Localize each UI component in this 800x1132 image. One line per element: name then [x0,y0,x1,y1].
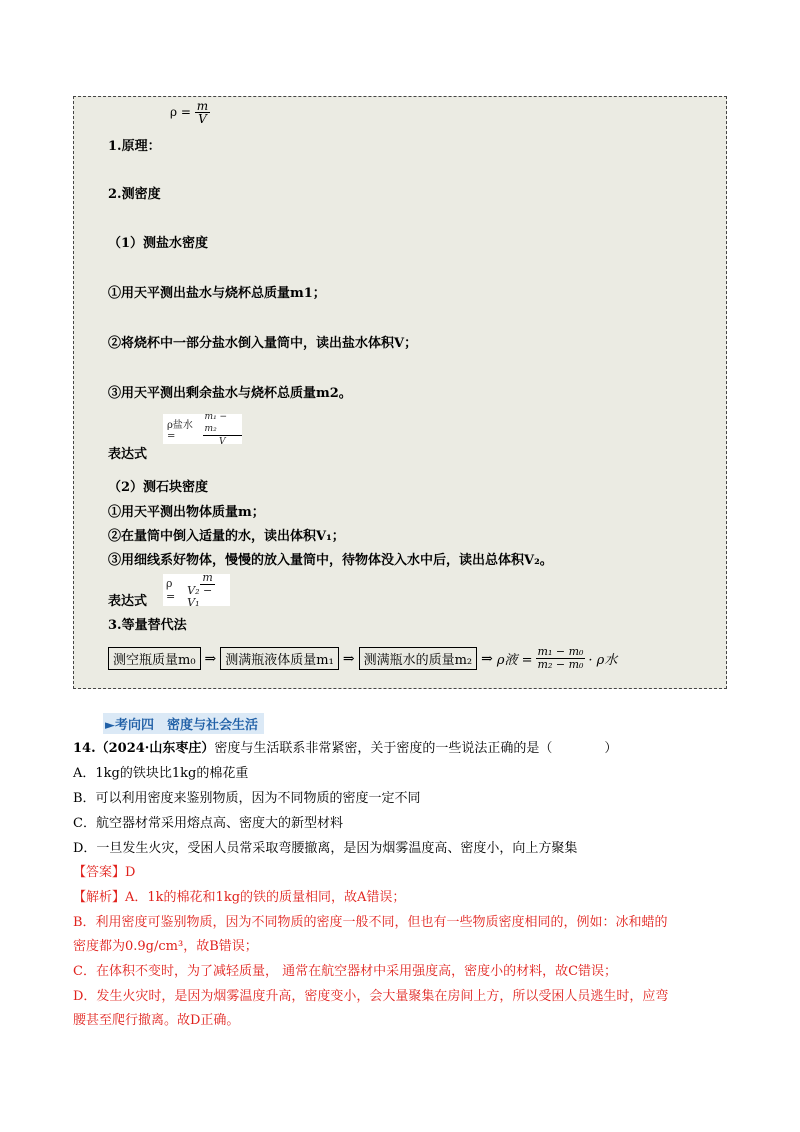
stone-step-3: ③用细线系好物体，慢慢的放入量筒中，待物体没入水中后，读出总体积V₂。 [108,553,553,568]
saltwater-step-2: ②将烧杯中一部分盐水倒入量筒中，读出盐水体积V； [108,336,418,351]
chain-result-tail: · ρ水 [588,653,618,668]
principle-label: 1.原理： [108,139,161,154]
saltwater-title: （1）测盐水密度 [108,236,209,251]
option-d: D．一旦发生火灾，受困人员常采取弯腰撤离，是因为烟雾温度高、密度小，向上方聚集 [73,841,578,856]
arrow-icon: ⇒ [481,650,493,667]
stone-step-1: ①用天平测出物体质量m； [108,505,265,520]
substitution-chain [108,646,617,671]
expression-label-1: 表达式 [108,447,148,462]
analysis-line-2: B．利用密度可鉴别物质，因为不同物质的密度一般不同，但也有一些物质密度相同的，例如：冰和蜡的 [73,915,668,930]
substitution-title: 3.等量替代法 [108,618,187,633]
analysis-line-3: 密度都为0.9g/cm³，故B错误； [73,939,258,954]
density-formula: ρ = $\frac{m}{V}$ [170,99,209,126]
saltwater-formula: ρ盐水 = $\frac{\text{m₁ − m₂}}{V}$ [163,414,242,444]
chain-step-3: 测满瓶水的质量m₂ [359,647,478,670]
expression-label-2: 表达式 [108,594,148,609]
arrow-icon: ⇒ [204,650,217,667]
option-a: A．1kg的铁块比1kg的棉花重 [73,766,249,781]
chain-step-2: 测满瓶液体质量m₁ [220,647,339,670]
chain-step-1: 测空瓶质量m₀ [108,647,201,670]
chain-result-fraction: $\frac{\text{m₁ − m₀}}{\text{m₂ − m₀}}$ [537,645,584,671]
analysis-line-6: 腰甚至爬行撤离。故D正确。 [73,1013,240,1028]
stone-title: （2）测石块密度 [108,480,209,495]
saltwater-step-1: ①用天平测出盐水与烧杯总质量m1； [108,286,326,301]
stone-formula: ρ = $\frac{m}{\text{V₂ − V₁}}$ [163,574,230,606]
stone-step-2: ②在量筒中倒入适量的水，读出体积V₁； [108,529,345,544]
chain-result-lhs: ρ液 = [496,653,533,668]
saltwater-step-3: ③用天平测出剩余盐水与烧杯总质量m2。 [108,386,352,401]
section-heading: ►考向四 密度与社会生活 [103,713,264,734]
analysis-line-4: C．在体积不变时，为了减轻质量， 通常在航空器材中采用强度高，密度小的材料，故C错误； [73,964,618,979]
question-stem: 14.（2024·山东枣庄）密度与生活联系非常紧密，关于密度的一些说法正确的是（ ） [73,741,618,756]
measure-title: 2.测密度 [108,187,161,202]
answer: 【答案】D [73,865,136,880]
analysis-line-5: D．发生火灾时，是因为烟雾温度升高，密度变小，会大量聚集在房间上方，所以受困人员逃生时，应弯 [73,989,669,1004]
analysis-line-1: 【解析】A．1k的棉花和1kg的铁的质量相同，故A错误； [73,890,406,905]
option-b: B．可以利用密度来鉴别物质，因为不同物质的密度一定不同 [73,791,421,806]
arrow-icon: ⇒ [342,650,355,667]
option-c: C．航空器材常采用熔点高、密度大的新型材料 [73,816,343,831]
